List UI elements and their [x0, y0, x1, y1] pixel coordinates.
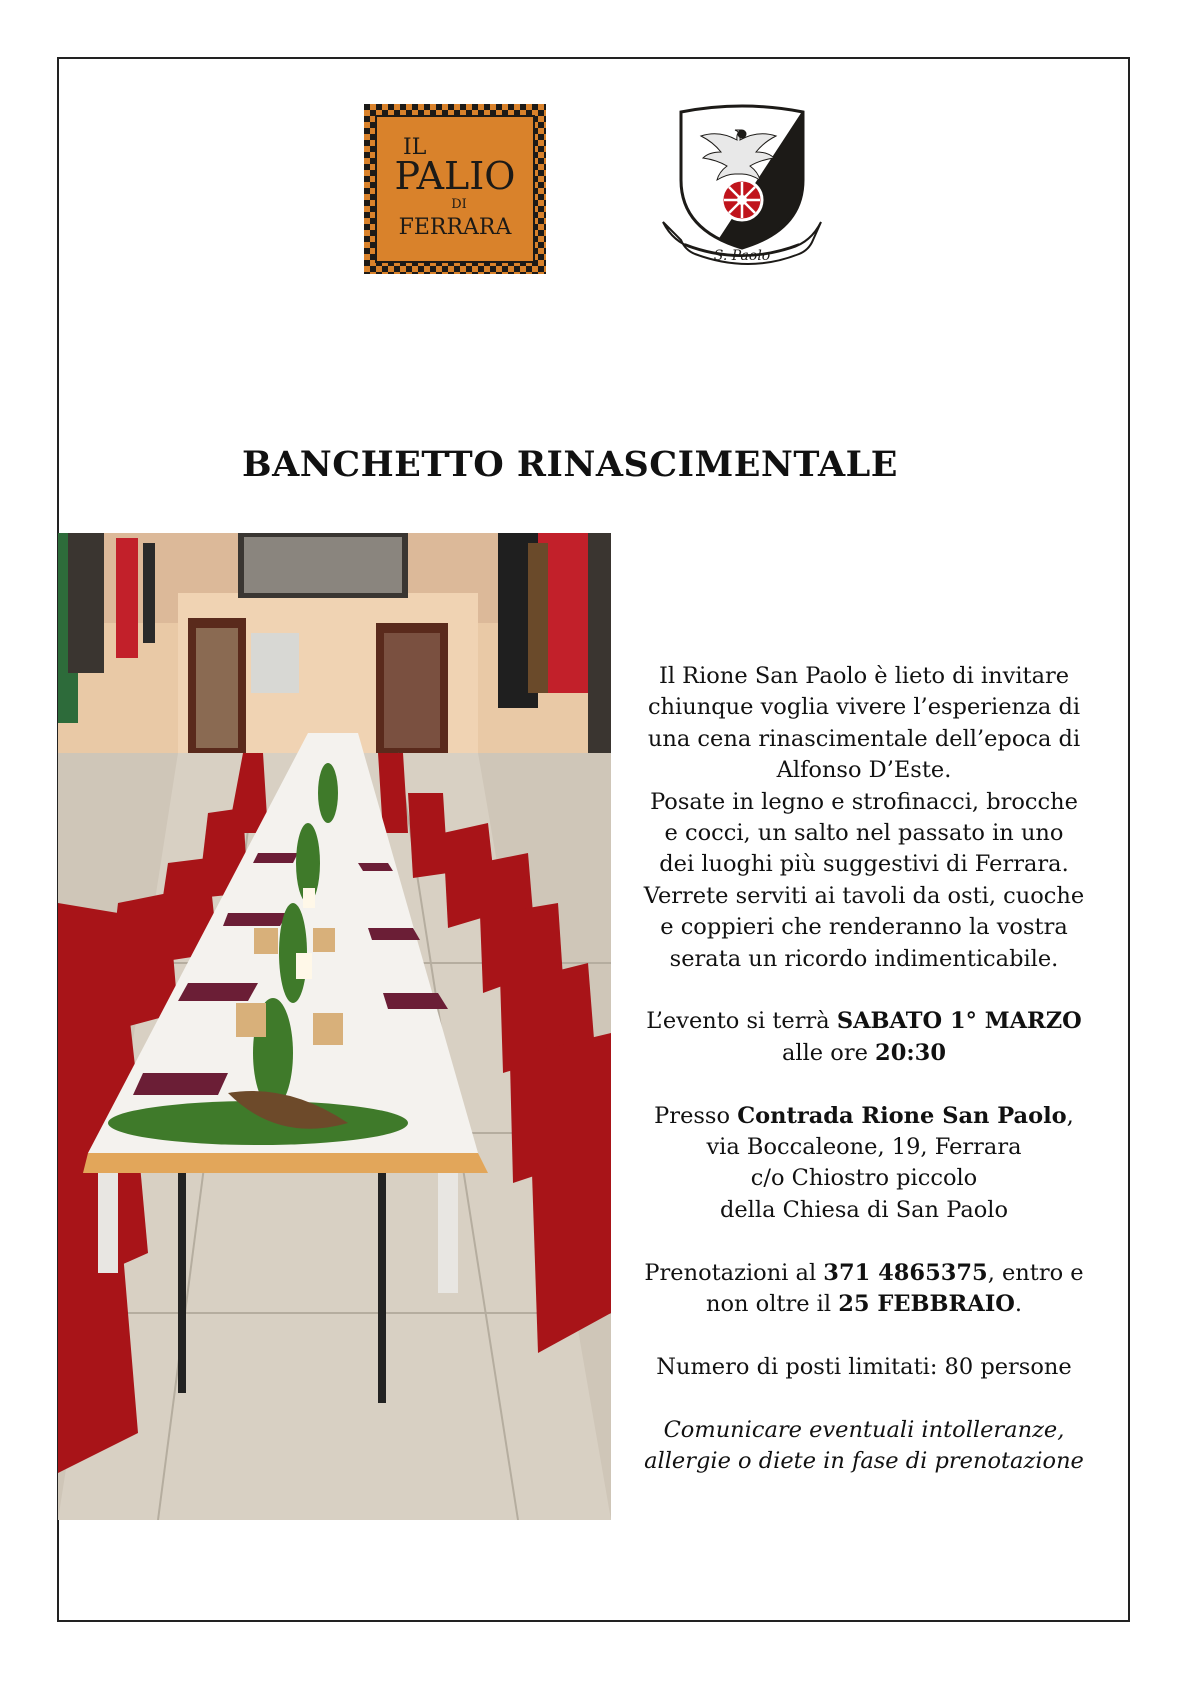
note-line: allergie o diete in fase di prenotazione — [644, 1448, 1084, 1475]
svg-text:DI: DI — [451, 197, 467, 212]
svg-text:FERRARA: FERRARA — [398, 215, 512, 240]
booking-deadline-line: non oltre il 25 FEBBRAIO. — [706, 1291, 1022, 1318]
booking-line: Prenotazioni al 371 4865375, entro e — [644, 1259, 1084, 1286]
booking-phone: 371 4865375 — [823, 1259, 988, 1286]
palio-di-ferrara-logo — [364, 104, 546, 274]
event-date-line: L’evento si terrà SABATO 1° MARZO — [646, 1008, 1082, 1035]
event-date: SABATO 1° MARZO — [836, 1008, 1082, 1035]
location-name: Contrada Rione San Paolo — [737, 1102, 1067, 1129]
event-description — [618, 661, 1110, 1477]
intro-line: e coppieri che renderanno la vostra — [660, 914, 1068, 941]
svg-text:PALIO: PALIO — [394, 154, 516, 198]
intro-line: Il Rione San Paolo è lieto di invitare — [658, 663, 1070, 689]
intro-line: chiunque voglia vivere l’esperienza di — [647, 694, 1081, 721]
banquet-hall-photo — [58, 533, 611, 1520]
intro-line: Verrete serviti ai tavoli da osti, cuoche — [643, 882, 1085, 909]
intro-line: una cena rinascimentale dell’epoca di — [647, 725, 1081, 752]
location-detail: della Chiesa di San Paolo — [719, 1196, 1009, 1223]
intro-line: e cocci, un salto nel passato in uno — [664, 820, 1064, 847]
svg-text:IL: IL — [403, 135, 427, 160]
svg-text:S. Paolo: S. Paolo — [713, 248, 771, 264]
location-line: Presso Contrada Rione San Paolo, — [654, 1102, 1074, 1129]
intro-line: Posate in legno e strofinacci, brocche — [650, 788, 1078, 815]
intro-line: Alfonso D’Este. — [776, 757, 952, 784]
booking-deadline: 25 FEBBRAIO — [838, 1291, 1015, 1318]
location-address: via Boccaleone, 19, Ferrara — [706, 1134, 1022, 1161]
event-time: 20:30 — [875, 1039, 946, 1066]
capacity-line: Numero di posti limitati: 80 persone — [656, 1353, 1072, 1380]
intro-line: serata un ricordo indimenticabile. — [669, 945, 1059, 972]
event-time-line: alle ore 20:30 — [782, 1039, 946, 1066]
page-title: BANCHETTO RINASCIMENTALE — [242, 444, 898, 485]
note-line: Comunicare eventuali intolleranze, — [663, 1416, 1065, 1443]
intro-line: dei luoghi più suggestivi di Ferrara. — [659, 851, 1069, 878]
location-detail: c/o Chiostro piccolo — [750, 1165, 978, 1192]
rione-san-paolo-crest — [655, 100, 830, 275]
